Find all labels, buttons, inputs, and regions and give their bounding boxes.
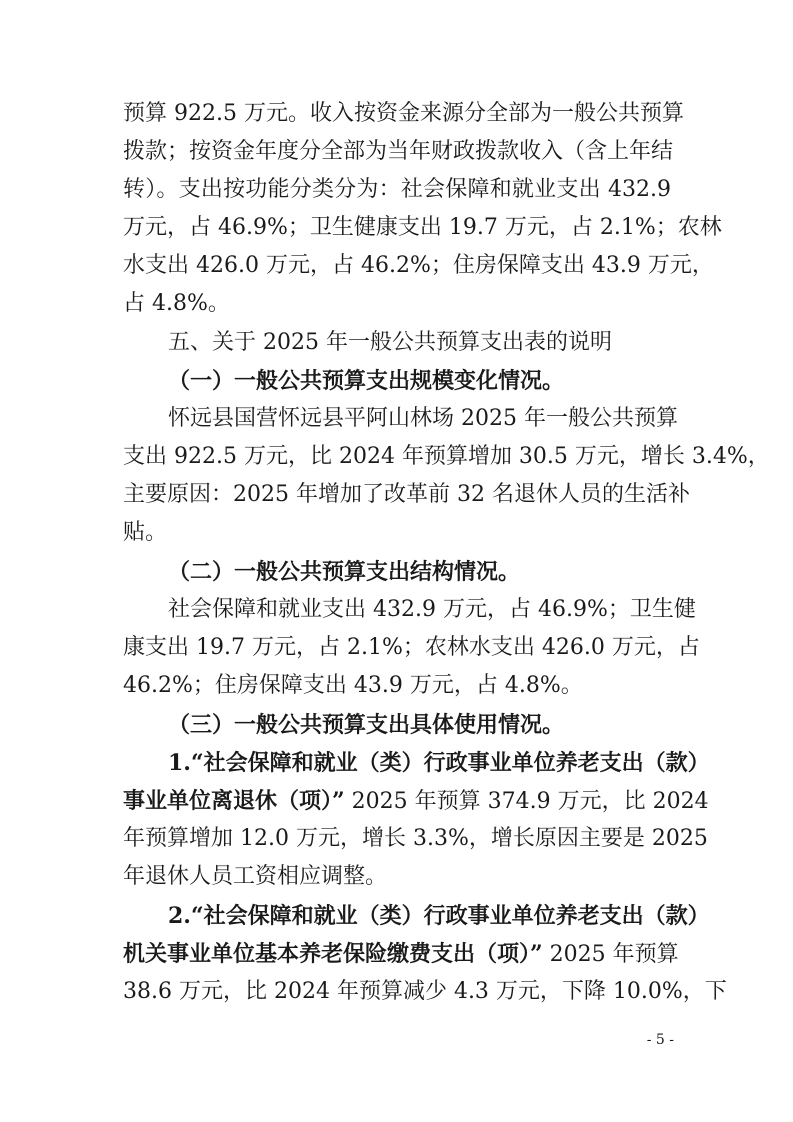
- line-24: 38.6 万元，比 2024 年预算减少 4.3 万元，下降 10.0%，下: [123, 979, 727, 1004]
- subheading-3: （三）一般公共预算支出具体使用情况。: [168, 712, 565, 738]
- line-16: 46.2%；住房保障支出 43.9 万元，占 4.8%。: [123, 673, 583, 698]
- line-10: 支出 922.5 万元，比 2024 年预算增加 30.5 万元，增长 3.4%，: [123, 444, 770, 469]
- line-6: 占 4.8%。: [123, 291, 230, 316]
- line-1: 预算 922.5 万元。收入按资金来源分全部为一般公共预算: [123, 101, 684, 126]
- line-5: 水支出 426.0 万元，占 46.2%；住房保障支出 43.9 万元，: [123, 253, 714, 278]
- line-23: 机关事业单位基本养老保险缴费支出（项）” 2025 年预算: [123, 941, 679, 967]
- subheading-1: （一）一般公共预算支出规模变化情况。: [168, 368, 565, 394]
- line-19: 事业单位离退休（项）” 2025 年预算 374.9 万元，比 2024: [123, 788, 709, 814]
- line-18: 1.“社会保障和就业（类）行政事业单位养老支出（款）: [168, 750, 710, 776]
- line-21: 年退休人员工资相应调整。: [123, 864, 388, 889]
- line-4: 万元，占 46.9%；卫生健康支出 19.7 万元，占 2.1%；农林: [123, 215, 722, 240]
- line-20: 年预算增加 12.0 万元，增长 3.3%，增长原因主要是 2025: [123, 826, 708, 851]
- line-3: 转）。支出按功能分类分为：社会保障和就业支出 432.9: [123, 177, 671, 202]
- line-12: 贴。: [123, 520, 168, 545]
- page-number: - 5 -: [646, 1032, 674, 1048]
- line-15: 康支出 19.7 万元，占 2.1%；农林水支出 426.0 万元，占: [123, 635, 700, 660]
- line-14: 社会保障和就业支出 432.9 万元，占 46.9%；卫生健: [168, 597, 696, 622]
- line-2: 拨款；按资金年度分全部为当年财政拨款收入（含上年结: [123, 139, 674, 164]
- line-11: 主要原因：2025 年增加了改革前 32 名退休人员的生活补: [123, 482, 690, 507]
- line-22: 2.“社会保障和就业（类）行政事业单位养老支出（款）: [168, 903, 710, 929]
- line-9: 怀远县国营怀远县平阿山林场 2025 年一般公共预算: [168, 406, 678, 431]
- subheading-2: （二）一般公共预算支出结构情况。: [168, 559, 521, 585]
- section-heading-5: 五、关于 2025 年一般公共预算支出表的说明: [168, 330, 612, 355]
